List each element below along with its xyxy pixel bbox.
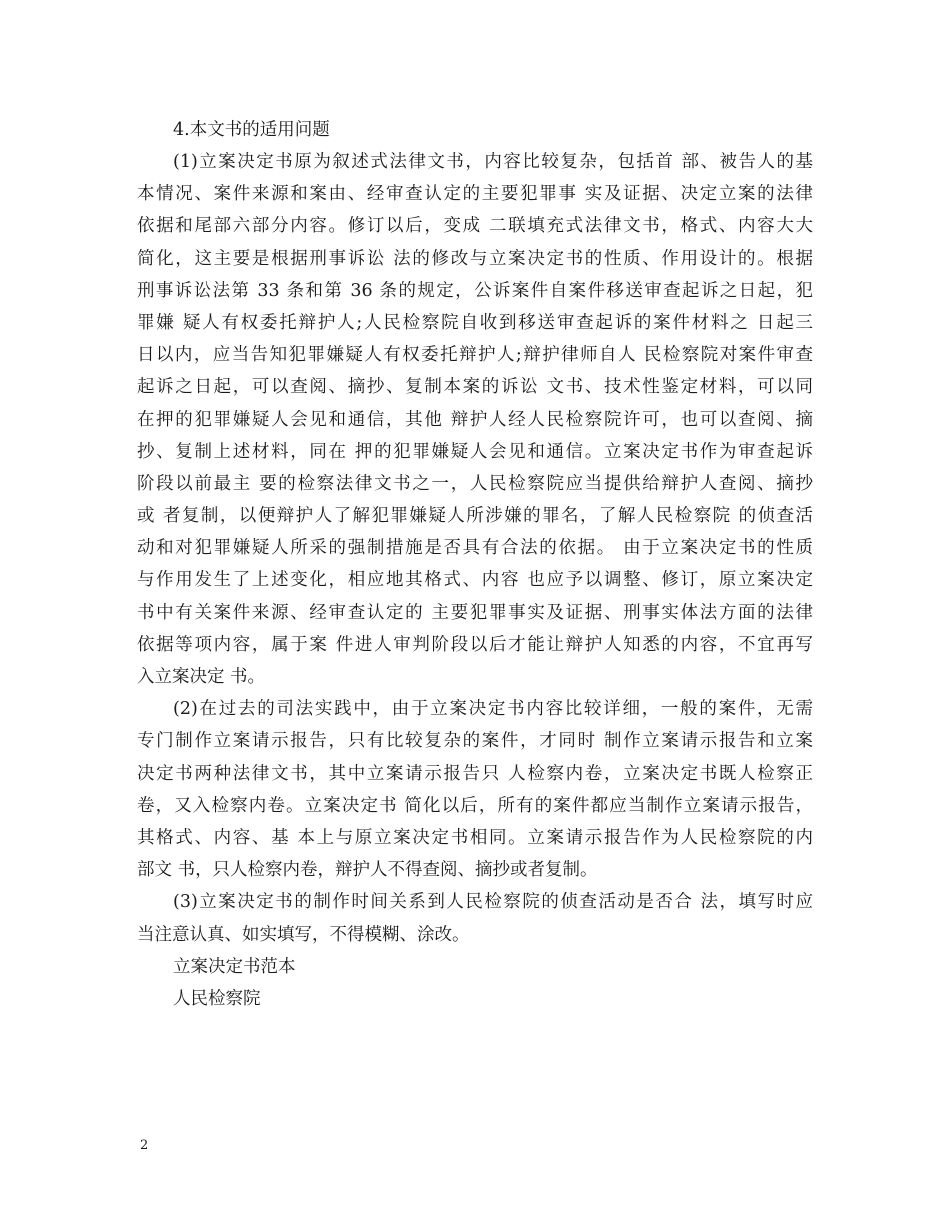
text-line: 人民检察院 [173, 988, 261, 1009]
document-body [137, 114, 813, 1015]
text-line: 或 者复制，以便辩护人了解犯罪嫌疑人所涉嫌的罪名，了解人民检察院 的侦查活 [137, 506, 813, 527]
text-line: (3)立案决定书的制作时间关系到人民检察院的侦查活动是否合 法，填写时应 [173, 892, 813, 913]
text-line: 刑事诉讼法第 33 条和第 36 条的规定，公诉案件自案件移送审查起诉之日起，犯 [137, 280, 813, 301]
text-line: 依据等项内容，属于案 件进人审判阶段以后才能让辩护人知悉的内容，不宜再写 [137, 634, 813, 655]
text-line: 与作用发生了上述变化，相应地其格式、内容 也应予以调整、修订，原立案决定 [137, 570, 813, 591]
text-line: 决定书两种法律文书，其中立案请示报告只 人检察内卷，立案决定书既人检察正 [137, 763, 813, 784]
text-line: 动和对犯罪嫌疑人所采的强制措施是否具有合法的依据。 由于立案决定书的性质 [137, 538, 813, 559]
text-line: 本情况、案件来源和案由、经审查认定的主要犯罪事 实及证据、决定立案的法律 [137, 184, 813, 205]
paragraph-3 [137, 886, 813, 950]
text-line: 依据和尾部六部分内容。修订以后，变成 二联填充式法律文书，格式、内容大大 [137, 216, 813, 237]
procuratorate-line [137, 983, 813, 1015]
text-line: 在押的犯罪嫌疑人会见和通信，其他 辩护人经人民检察院许可，也可以查阅、摘 [137, 409, 813, 430]
text-line: (1)立案决定书原为叙述式法律文书，内容比较复杂，包括首 部、被告人的基 [173, 152, 813, 172]
text-line: 起诉之日起，可以查阅、摘抄、复制本案的诉讼 文书、技术性鉴定材料，可以同 [137, 377, 813, 398]
text-line: 卷，又入检察内卷。立案决定书 简化以后，所有的案件都应当制作立案请示报告， [137, 795, 813, 816]
section-heading: 4.本文书的适用问题 [173, 120, 330, 140]
text-line: 其格式、内容、基 本上与原立案决定书相同。立案请示报告作为人民检察院的内 [137, 827, 813, 848]
text-line: 专门制作立案请示报告，只有比较复杂的案件，才同时 制作立案请示报告和立案 [137, 731, 813, 752]
paragraph-2 [137, 693, 813, 886]
text-line: 立案决定书范本 [173, 956, 296, 977]
text-line: 抄、复制上述材料，同在 押的犯罪嫌疑人会见和通信。立案决定书作为审查起诉 [137, 441, 813, 462]
text-line: (2)在过去的司法实践中，由于立案决定书内容比较详细，一般的案件，无需 [173, 699, 813, 720]
text-line: 罪嫌 疑人有权委托辩护人;人民检察院自收到移送审查起诉的案件材料之 日起三 [137, 312, 813, 333]
text-line: 书中有关案件来源、经审查认定的 主要犯罪事实及证据、刑事实体法方面的法律 [137, 602, 813, 623]
sample-title [137, 951, 813, 983]
text-line: 阶段以前最主 要的检察法律文书之一，人民检察院应当提供给辩护人查阅、摘抄 [137, 473, 813, 494]
text-line: 日以内，应当告知犯罪嫌疑人有权委托辩护人;辩护律师自人 民检察院对案件审查 [137, 345, 813, 366]
paragraph-1 [137, 146, 813, 693]
text-line: 入立案决定 书。 [137, 667, 266, 687]
page-number: 2 [140, 1138, 149, 1153]
text-line: 部文 书，只人检察内卷，辩护人不得查阅、摘抄或者复制。 [137, 860, 598, 881]
text-line: 当注意认真、如实填写，不得模糊、涂改。 [137, 924, 470, 945]
text-line: 简化，这主要是根据刑事诉讼 法的修改与立案决定书的性质、作用设计的。根据 [137, 248, 813, 269]
